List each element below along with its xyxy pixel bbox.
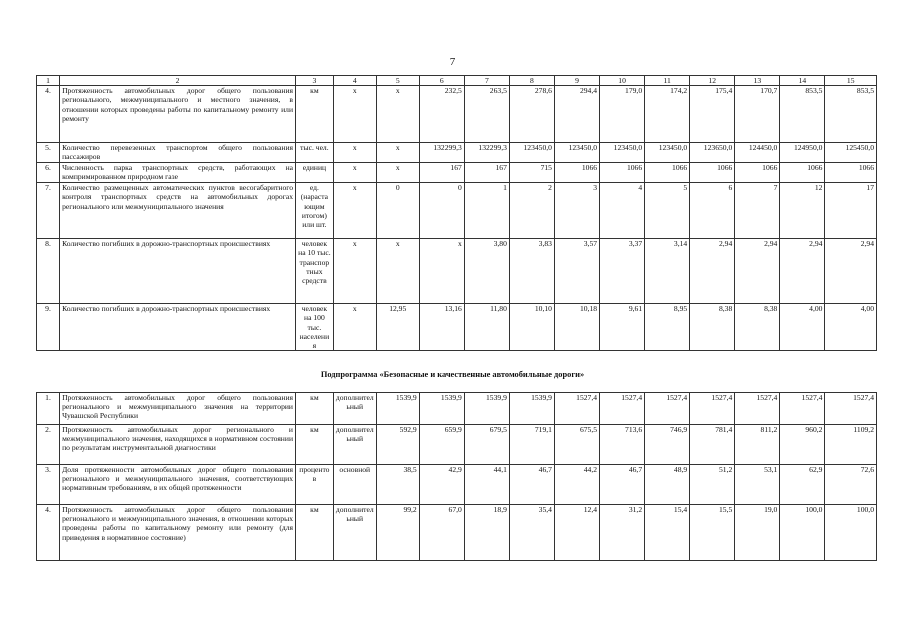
- row-number: 8.: [37, 239, 60, 304]
- subprogram-indicators-table: [36, 392, 877, 561]
- indicators-table: [36, 75, 877, 351]
- value-cell: 13,16: [419, 304, 464, 351]
- unit-cell: км: [296, 393, 334, 425]
- unit-cell: км: [296, 505, 334, 561]
- value-cell: 3,80: [464, 239, 509, 304]
- column-number-header: [37, 76, 877, 86]
- value-cell: 123450,0: [554, 143, 599, 163]
- value-cell: 1066: [600, 163, 645, 183]
- value-cell: 72,6: [825, 465, 877, 505]
- value-cell: 715: [509, 163, 554, 183]
- table-row: [37, 505, 877, 561]
- value-cell: 38,5: [376, 465, 419, 505]
- table-row: [37, 304, 877, 351]
- row-number: 1.: [37, 393, 60, 425]
- value-cell: 1539,9: [376, 393, 419, 425]
- value-cell: 3,14: [645, 239, 690, 304]
- table-row: [37, 86, 877, 143]
- indicator-name: Доля протяженности автомобильных дорог общего пользования регионального и межмуниципального значения, соответствующих нормативным требованиям, в их общей протяженности: [60, 465, 296, 505]
- header-cell: 9: [554, 76, 599, 86]
- value-cell: 2,94: [780, 239, 825, 304]
- value-cell: 31,2: [600, 505, 645, 561]
- value-cell: 1066: [645, 163, 690, 183]
- value-cell: 713,6: [600, 425, 645, 465]
- value-cell: 659,9: [419, 425, 464, 465]
- value-cell: 132299,3: [464, 143, 509, 163]
- value-cell: 99,2: [376, 505, 419, 561]
- value-cell: 12: [780, 183, 825, 239]
- value-cell: 3,37: [600, 239, 645, 304]
- header-cell: 13: [735, 76, 780, 86]
- value-cell: х: [376, 239, 419, 304]
- value-cell: 1066: [780, 163, 825, 183]
- value-cell: 123450,0: [645, 143, 690, 163]
- value-cell: 3,83: [509, 239, 554, 304]
- value-cell: 1066: [825, 163, 877, 183]
- value-cell: 46,7: [600, 465, 645, 505]
- indicator-name: Количество перевезенных транспортом общего пользования пассажиров: [60, 143, 296, 163]
- header-cell: 5: [376, 76, 419, 86]
- value-cell: 2,94: [825, 239, 877, 304]
- value-cell: 781,4: [690, 425, 735, 465]
- indicator-type: дополнительный: [333, 393, 376, 425]
- value-cell: 48,9: [645, 465, 690, 505]
- value-cell: 1109,2: [825, 425, 877, 465]
- unit-cell: тыс. чел.: [296, 143, 334, 163]
- table-row: [37, 393, 877, 425]
- header-cell: 1: [37, 76, 60, 86]
- table-row: [37, 425, 877, 465]
- value-cell: 1527,4: [690, 393, 735, 425]
- row-number: 4.: [37, 505, 60, 561]
- table-row: [37, 239, 877, 304]
- value-cell: 1527,4: [780, 393, 825, 425]
- value-cell: 170,7: [735, 86, 780, 143]
- value-cell: 17: [825, 183, 877, 239]
- value-cell: 19,0: [735, 505, 780, 561]
- value-cell: 294,4: [554, 86, 599, 143]
- indicator-name: Количество размещенных автоматических пунктов весогабаритного контроля транспортных средств на автомобильных дорогах регионального или межмуниципального значения: [60, 183, 296, 239]
- unit-cell: км: [296, 86, 334, 143]
- value-cell: 15,4: [645, 505, 690, 561]
- value-cell: 123450,0: [600, 143, 645, 163]
- value-cell: 1066: [735, 163, 780, 183]
- value-cell: 124450,0: [735, 143, 780, 163]
- indicator-type: основной: [333, 465, 376, 505]
- value-cell: х: [376, 86, 419, 143]
- header-cell: 12: [690, 76, 735, 86]
- value-cell: 124950,0: [780, 143, 825, 163]
- value-cell: 51,2: [690, 465, 735, 505]
- value-cell: 125450,0: [825, 143, 877, 163]
- value-cell: х: [376, 143, 419, 163]
- value-cell: 263,5: [464, 86, 509, 143]
- value-cell: 15,5: [690, 505, 735, 561]
- value-cell: 3,57: [554, 239, 599, 304]
- header-cell: 3: [296, 76, 334, 86]
- value-cell: 53,1: [735, 465, 780, 505]
- value-cell: 18,9: [464, 505, 509, 561]
- indicator-name: Протяженность автомобильных дорог общего пользования регионального, межмуниципального и местного значения, в отношении которых проведены работы по капитальному ремонту или ремонту: [60, 86, 296, 143]
- value-cell: 232,5: [419, 86, 464, 143]
- header-cell: 11: [645, 76, 690, 86]
- value-cell: 1539,9: [464, 393, 509, 425]
- subprogram-title: Подпрограмма «Безопасные и качественные автомобильные дороги»: [320, 370, 585, 379]
- header-cell: 15: [825, 76, 877, 86]
- header-cell: 10: [600, 76, 645, 86]
- value-cell: 1539,9: [509, 393, 554, 425]
- value-cell: 8,38: [735, 304, 780, 351]
- indicator-name: Протяженность автомобильных дорог общего пользования регионального и межмуниципального значения, в отношении которых проведены работы по капитальному ремонту или ремонту (для приведения в нормативное состояние): [60, 505, 296, 561]
- unit-cell: единиц: [296, 163, 334, 183]
- unit-cell: человек на 100 тыс. населения: [296, 304, 334, 351]
- value-cell: 175,4: [690, 86, 735, 143]
- value-cell: 719,1: [509, 425, 554, 465]
- value-cell: 132299,3: [419, 143, 464, 163]
- value-cell: х: [333, 86, 376, 143]
- value-cell: 12,95: [376, 304, 419, 351]
- value-cell: 1527,4: [825, 393, 877, 425]
- value-cell: 5: [645, 183, 690, 239]
- header-cell: 14: [780, 76, 825, 86]
- row-number: 9.: [37, 304, 60, 351]
- value-cell: 167: [419, 163, 464, 183]
- row-number: 6.: [37, 163, 60, 183]
- value-cell: 278,6: [509, 86, 554, 143]
- value-cell: 2: [509, 183, 554, 239]
- value-cell: 0: [376, 183, 419, 239]
- unit-cell: процентов: [296, 465, 334, 505]
- indicator-name: Численность парка транспортных средств, работающих на компримированном природном газе: [60, 163, 296, 183]
- value-cell: 8,38: [690, 304, 735, 351]
- indicator-name: Количество погибших в дорожно-транспортных происшествиях: [60, 239, 296, 304]
- value-cell: 675,5: [554, 425, 599, 465]
- value-cell: 4: [600, 183, 645, 239]
- row-number: 7.: [37, 183, 60, 239]
- value-cell: х: [333, 239, 376, 304]
- value-cell: 853,5: [825, 86, 877, 143]
- value-cell: х: [419, 239, 464, 304]
- indicator-name: Протяженность автомобильных дорог общего пользования регионального и межмуниципального значения на территории Чувашской Республики: [60, 393, 296, 425]
- value-cell: 2,94: [690, 239, 735, 304]
- header-cell: 4: [333, 76, 376, 86]
- header-cell: 7: [464, 76, 509, 86]
- header-cell: 8: [509, 76, 554, 86]
- value-cell: 44,1: [464, 465, 509, 505]
- row-number: 3.: [37, 465, 60, 505]
- value-cell: 853,5: [780, 86, 825, 143]
- value-cell: 42,9: [419, 465, 464, 505]
- value-cell: 1066: [690, 163, 735, 183]
- value-cell: 123650,0: [690, 143, 735, 163]
- row-number: 4.: [37, 86, 60, 143]
- table-row: [37, 143, 877, 163]
- value-cell: 0: [419, 183, 464, 239]
- value-cell: 12,4: [554, 505, 599, 561]
- header-cell: 2: [60, 76, 296, 86]
- value-cell: 46,7: [509, 465, 554, 505]
- value-cell: 7: [735, 183, 780, 239]
- value-cell: 11,80: [464, 304, 509, 351]
- value-cell: 44,2: [554, 465, 599, 505]
- unit-cell: км: [296, 425, 334, 465]
- indicator-name: Количество погибших в дорожно-транспортных происшествиях: [60, 304, 296, 351]
- value-cell: 4,00: [825, 304, 877, 351]
- value-cell: 2,94: [735, 239, 780, 304]
- value-cell: х: [333, 143, 376, 163]
- value-cell: 679,5: [464, 425, 509, 465]
- value-cell: 1539,9: [419, 393, 464, 425]
- value-cell: 1527,4: [645, 393, 690, 425]
- unit-cell: человек на 10 тыс. транспортных средств: [296, 239, 334, 304]
- value-cell: х: [333, 183, 376, 239]
- value-cell: 1527,4: [554, 393, 599, 425]
- value-cell: 179,0: [600, 86, 645, 143]
- value-cell: 1527,4: [600, 393, 645, 425]
- value-cell: 100,0: [780, 505, 825, 561]
- value-cell: 10,10: [509, 304, 554, 351]
- value-cell: 100,0: [825, 505, 877, 561]
- table-row: [37, 465, 877, 505]
- unit-cell: ед. (нарастающим итогом) или шт.: [296, 183, 334, 239]
- value-cell: 174,2: [645, 86, 690, 143]
- row-number: 5.: [37, 143, 60, 163]
- row-number: 2.: [37, 425, 60, 465]
- header-cell: 6: [419, 76, 464, 86]
- table-row: [37, 163, 877, 183]
- value-cell: 4,00: [780, 304, 825, 351]
- value-cell: 1: [464, 183, 509, 239]
- value-cell: х: [333, 163, 376, 183]
- indicator-type: дополнительный: [333, 425, 376, 465]
- value-cell: 62,9: [780, 465, 825, 505]
- value-cell: х: [333, 304, 376, 351]
- value-cell: х: [376, 163, 419, 183]
- value-cell: 67,0: [419, 505, 464, 561]
- value-cell: 6: [690, 183, 735, 239]
- indicator-name: Протяженность автомобильных дорог регионального и межмуниципального значения, находящихся в нормативном состоянии по результатам инструментальной диагностики: [60, 425, 296, 465]
- value-cell: 1066: [554, 163, 599, 183]
- value-cell: 592,9: [376, 425, 419, 465]
- value-cell: 167: [464, 163, 509, 183]
- table-row: [37, 183, 877, 239]
- value-cell: 811,2: [735, 425, 780, 465]
- value-cell: 1527,4: [735, 393, 780, 425]
- value-cell: 10,18: [554, 304, 599, 351]
- value-cell: 3: [554, 183, 599, 239]
- value-cell: 9,61: [600, 304, 645, 351]
- page-number: 7: [449, 56, 456, 68]
- value-cell: 123450,0: [509, 143, 554, 163]
- value-cell: 8,95: [645, 304, 690, 351]
- value-cell: 746,9: [645, 425, 690, 465]
- indicator-type: дополнительный: [333, 505, 376, 561]
- value-cell: 35,4: [509, 505, 554, 561]
- value-cell: 960,2: [780, 425, 825, 465]
